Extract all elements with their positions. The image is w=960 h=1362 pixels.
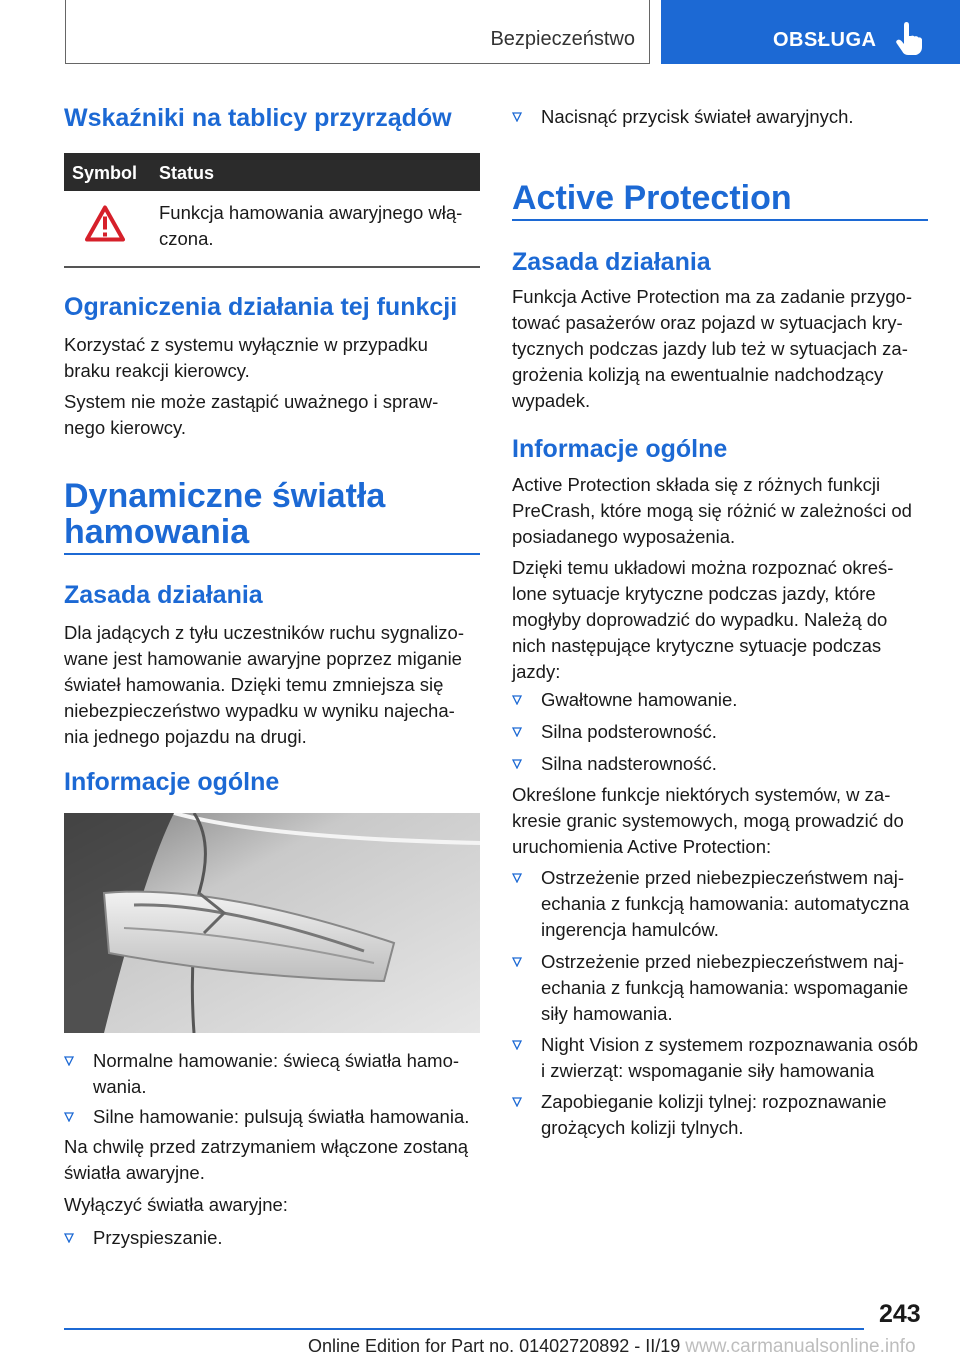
bullet-triangle-icon — [512, 1097, 522, 1107]
title-rule — [512, 219, 928, 221]
bullet-triangle-icon — [64, 1056, 74, 1066]
page-number: 243 — [879, 1300, 921, 1328]
bullet-triangle-icon — [512, 727, 522, 737]
header-tab[interactable] — [661, 0, 960, 64]
col-status: Status — [159, 163, 215, 183]
header-section-title: Bezpieczeństwo — [490, 28, 635, 50]
bullet-triangle-icon — [512, 1040, 522, 1050]
bullet-triangle-icon — [64, 1112, 74, 1122]
hazard-off-label: Wyłączyć światła awaryjne: — [64, 1194, 288, 1215]
bullet-triangle-icon — [64, 1233, 74, 1243]
principle-heading-right: Zasada działania — [512, 248, 711, 276]
bullet-triangle-icon — [512, 759, 522, 769]
title-rule — [64, 553, 480, 555]
warning-triangle-icon — [85, 198, 125, 249]
dynamic-brake-lights-title: Dynamiczne światła hamowania — [64, 477, 386, 551]
footer — [0, 1334, 960, 1362]
bullet-triangle-icon — [512, 873, 522, 883]
indicator-table-header — [64, 153, 480, 191]
limits-paragraph-1: Korzystać z systemu wyłącznie w przypadku braku reakcji kierowcy. — [64, 334, 428, 381]
general-paragraph-2: Dzięki temu układowi można rozpoznać okreś- lone sytuacje krytyczne podczas jazdy, które mogłyby doprowadzić do wypadku. Należą do nich następujące krytyczne sytuacje podczas jazdy: — [512, 557, 894, 682]
indicators-heading: Wskaźniki na tablicy przyrządów — [64, 104, 452, 132]
table-bottom-rule — [64, 266, 480, 268]
bullet-triangle-icon — [512, 957, 522, 967]
table-row-status: Funkcja hamowania awaryjnego włą- czona. — [159, 202, 463, 249]
footer-watermark[interactable]: www.carmanualsonline.info — [685, 1336, 916, 1357]
footer-edition: Online Edition for Part no. 01402720892 - II/19 www.carmanualsonline.info — [308, 1336, 916, 1357]
header-section-box — [65, 0, 650, 64]
hazard-paragraph: Na chwilę przed zatrzymaniem włączone zostaną światła awaryjne. — [64, 1136, 469, 1183]
principle-paragraph-right: Funkcja Active Protection ma za zadanie przygo- tować pasażerów oraz pojazd w sytuacjach kry- tycznych podczas jazdy lub też w sytuacjach za- grożenia kolizją na ewentualnie nadchodzący wypadek. — [512, 286, 912, 411]
header-tab-label: OBSŁUGA — [773, 29, 877, 51]
footer-rule — [64, 1328, 864, 1330]
bullet-triangle-icon — [512, 695, 522, 705]
bullet-triangle-icon — [512, 112, 522, 122]
general-heading-left: Informacje ogólne — [64, 768, 280, 796]
hand-pointer-icon — [895, 22, 923, 56]
principle-paragraph-left: Dla jadących z tyłu uczestników ruchu sygnalizo- wane jest hamowanie awaryjne poprzez miganie świateł hamowania. Dzięki temu zmniejsza się niebezpieczeństwo wypadku w wyniku najecha- nia jednego pojazdu na drugi. — [64, 622, 464, 747]
limits-heading: Ograniczenia działania tej funkcji — [64, 293, 458, 321]
general-heading-right: Informacje ogólne — [512, 435, 728, 463]
col-symbol: Symbol — [72, 163, 138, 183]
principle-heading-left: Zasada działania — [64, 581, 263, 609]
systems-paragraph: Określone funkcje niektórych systemów, w za- kresie granic systemowych, mogą prowadzić do uruchomienia Active Protection: — [512, 784, 904, 857]
general-paragraph-1: Active Protection składa się z różnych funkcji PreCrash, które mogą się różnić w zależności od posiadanego wyposażenia. — [512, 474, 912, 547]
active-protection-title: Active Protection — [512, 179, 792, 217]
limits-paragraph-2: System nie może zastąpić uważnego i spraw- nego kierowcy. — [64, 391, 439, 438]
tail-light-photo — [64, 813, 480, 1033]
